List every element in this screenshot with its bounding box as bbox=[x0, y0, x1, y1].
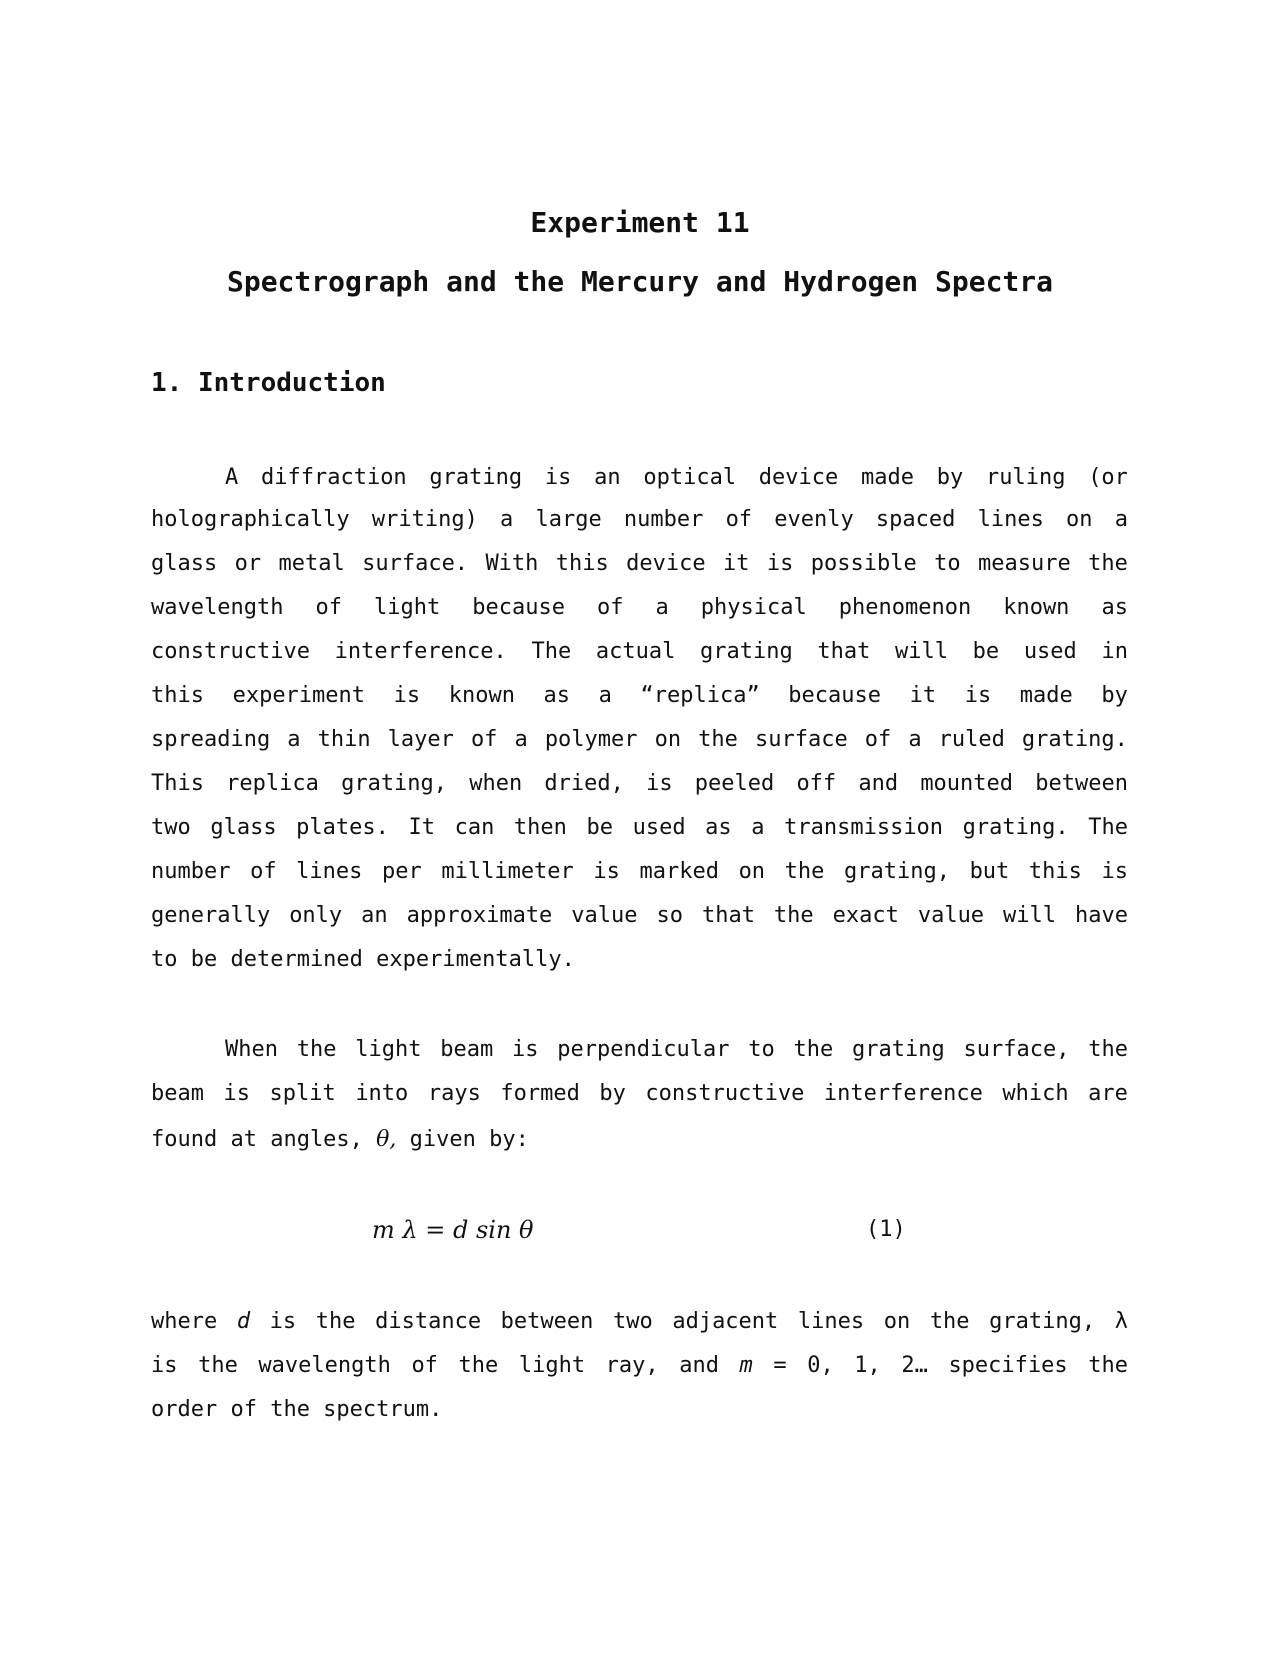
word: ray, bbox=[605, 1353, 659, 1378]
word: this bbox=[151, 683, 204, 708]
word: wavelength bbox=[151, 595, 284, 620]
variable-m: m bbox=[739, 1353, 753, 1378]
word: This bbox=[151, 771, 204, 796]
word: is bbox=[544, 465, 572, 490]
paragraph-line bbox=[151, 637, 1128, 667]
word: will bbox=[895, 639, 948, 664]
word: interference. bbox=[334, 639, 507, 664]
word: it bbox=[723, 551, 750, 576]
paragraph-line bbox=[151, 463, 1128, 493]
word: peeled bbox=[694, 771, 775, 796]
word: approximate bbox=[406, 903, 553, 928]
word: by bbox=[599, 1081, 626, 1106]
word: The bbox=[1088, 815, 1128, 840]
word: by bbox=[936, 465, 964, 490]
word: is bbox=[593, 859, 620, 884]
word: specifies bbox=[948, 1353, 1068, 1378]
word: a bbox=[514, 727, 528, 752]
word: distance bbox=[375, 1309, 482, 1334]
word: is bbox=[512, 1037, 539, 1062]
paragraph-line bbox=[151, 593, 1128, 623]
word: be bbox=[586, 815, 613, 840]
paragraph-line bbox=[151, 681, 1128, 711]
word: perpendicular bbox=[557, 1037, 730, 1062]
word: the bbox=[296, 1037, 337, 1062]
word: that bbox=[701, 903, 755, 928]
word: large bbox=[535, 507, 602, 532]
word: phenomenon bbox=[838, 595, 972, 620]
word: and bbox=[858, 771, 899, 796]
word: only bbox=[289, 903, 343, 928]
variable-d: d bbox=[236, 1309, 251, 1334]
word: polymer bbox=[544, 727, 638, 752]
word: constructive bbox=[645, 1081, 805, 1106]
word: two bbox=[612, 1309, 653, 1334]
word: is bbox=[964, 683, 992, 708]
word: of bbox=[411, 1353, 438, 1378]
word: When bbox=[225, 1037, 278, 1062]
word: = bbox=[773, 1353, 787, 1378]
word: an bbox=[361, 903, 388, 928]
word: have bbox=[1074, 903, 1128, 928]
word: made bbox=[1019, 683, 1073, 708]
word: 2… bbox=[901, 1353, 928, 1378]
word: the bbox=[929, 1309, 970, 1334]
word: The bbox=[531, 639, 572, 664]
section-heading-introduction: 1. Introduction bbox=[151, 368, 386, 398]
word: grating. bbox=[962, 815, 1069, 840]
word: grating bbox=[429, 465, 523, 490]
word: as bbox=[705, 815, 732, 840]
word: value bbox=[917, 903, 985, 928]
word: a bbox=[908, 727, 922, 752]
word: is bbox=[646, 771, 673, 796]
word: be bbox=[972, 639, 1000, 664]
word: to bbox=[934, 551, 961, 576]
word: physical bbox=[700, 595, 807, 620]
word: beam bbox=[440, 1037, 494, 1062]
word: that bbox=[817, 639, 871, 664]
word: optical bbox=[643, 465, 737, 490]
word: holographically bbox=[151, 507, 350, 532]
word: experiment bbox=[232, 683, 366, 708]
word: grating, bbox=[844, 859, 950, 884]
word: 0, bbox=[807, 1353, 834, 1378]
word: lines bbox=[797, 1309, 865, 1334]
word: the bbox=[784, 859, 825, 884]
word: of bbox=[596, 595, 624, 620]
word: then bbox=[513, 815, 567, 840]
word: formed bbox=[500, 1081, 580, 1106]
word: a bbox=[287, 727, 301, 752]
word: glass bbox=[151, 551, 218, 576]
paragraph-line bbox=[151, 549, 1128, 579]
paragraph-line bbox=[151, 1035, 1128, 1065]
word: light bbox=[355, 1037, 422, 1062]
word: generally bbox=[151, 903, 271, 928]
word: λ bbox=[1114, 1309, 1128, 1334]
word: off bbox=[796, 771, 837, 796]
word: is bbox=[1101, 859, 1128, 884]
word: adjacent bbox=[672, 1309, 779, 1334]
word: glass bbox=[210, 815, 277, 840]
word: light bbox=[518, 1353, 586, 1378]
word: 1, bbox=[854, 1353, 881, 1378]
equation-number: (1) bbox=[866, 1217, 906, 1242]
paragraph-line bbox=[151, 813, 1128, 843]
word: number bbox=[151, 859, 231, 884]
word: number bbox=[623, 507, 704, 532]
word: as bbox=[1101, 595, 1128, 620]
theta-symbol: θ, bbox=[376, 1127, 397, 1152]
equation-grating: m λ = d sin θ bbox=[372, 1216, 534, 1244]
word: because bbox=[788, 683, 882, 708]
word: and bbox=[679, 1353, 719, 1378]
paragraph-line bbox=[151, 1307, 1128, 1337]
word: this bbox=[1028, 859, 1082, 884]
word: a bbox=[500, 507, 514, 532]
word: into bbox=[355, 1081, 409, 1106]
word: which bbox=[1002, 1081, 1069, 1106]
word: ruling bbox=[985, 465, 1066, 490]
word: between bbox=[500, 1309, 594, 1334]
word: where bbox=[151, 1309, 218, 1334]
word: device bbox=[626, 551, 706, 576]
word: constructive bbox=[151, 639, 310, 664]
word: is bbox=[766, 551, 794, 576]
word: a bbox=[598, 683, 612, 708]
word: of bbox=[470, 727, 498, 752]
word: It bbox=[408, 815, 435, 840]
word: between bbox=[1035, 771, 1128, 796]
word: metal bbox=[278, 551, 345, 576]
word: light bbox=[373, 595, 441, 620]
word: will bbox=[1003, 903, 1057, 928]
word: on bbox=[883, 1309, 911, 1334]
word: the bbox=[1088, 1353, 1128, 1378]
paragraph-line bbox=[151, 769, 1128, 799]
word: measure bbox=[977, 551, 1071, 576]
word: marked bbox=[639, 859, 719, 884]
word: a bbox=[751, 815, 765, 840]
text-run: given by: bbox=[396, 1127, 529, 1152]
word: the bbox=[1088, 551, 1128, 576]
word: is bbox=[223, 1081, 251, 1106]
word: transmission bbox=[784, 815, 944, 840]
word: known bbox=[448, 683, 515, 708]
word: interference bbox=[823, 1081, 983, 1106]
word: on bbox=[654, 727, 682, 752]
word: surface. bbox=[362, 551, 469, 576]
word: known bbox=[1003, 595, 1070, 620]
word: millimeter bbox=[441, 859, 574, 884]
word: of bbox=[864, 727, 892, 752]
word: the bbox=[315, 1309, 356, 1334]
paragraph-line bbox=[151, 857, 1128, 887]
word: diffraction bbox=[260, 465, 407, 490]
paragraph-line: order of the spectrum. bbox=[151, 1397, 443, 1422]
paragraph-line bbox=[151, 1351, 1128, 1381]
word: ruled bbox=[938, 727, 1005, 752]
word: grating, bbox=[341, 771, 448, 796]
word: dried, bbox=[544, 771, 624, 796]
word: on bbox=[738, 859, 766, 884]
word: because bbox=[472, 595, 565, 620]
word: the bbox=[1088, 1037, 1128, 1062]
word: beam bbox=[151, 1081, 204, 1106]
word: grating bbox=[852, 1037, 945, 1062]
word: replica bbox=[226, 771, 319, 796]
word: surface bbox=[754, 727, 848, 752]
paragraph-line bbox=[151, 901, 1128, 931]
word: value bbox=[571, 903, 638, 928]
word: used bbox=[1023, 639, 1077, 664]
word: the bbox=[793, 1037, 834, 1062]
word: it bbox=[909, 683, 937, 708]
word: two bbox=[151, 815, 191, 840]
word: exact bbox=[832, 903, 899, 928]
word: grating, bbox=[989, 1309, 1096, 1334]
word: “replica” bbox=[640, 683, 760, 708]
word: an bbox=[594, 465, 621, 490]
paragraph-line bbox=[151, 1125, 1128, 1155]
word: surface, bbox=[963, 1037, 1070, 1062]
word: or bbox=[234, 551, 262, 576]
word: wavelength bbox=[258, 1353, 391, 1378]
word: rays bbox=[427, 1081, 481, 1106]
word: of bbox=[315, 595, 342, 620]
word: of bbox=[725, 507, 753, 532]
word: by bbox=[1101, 683, 1128, 708]
word: can bbox=[454, 815, 495, 840]
word: on bbox=[1066, 507, 1093, 532]
word: With bbox=[485, 551, 539, 576]
word: this bbox=[555, 551, 609, 576]
word: spaced bbox=[875, 507, 956, 532]
word: but bbox=[969, 859, 1010, 884]
word: thin bbox=[317, 727, 371, 752]
word: possible bbox=[810, 551, 917, 576]
word: spreading bbox=[151, 727, 271, 752]
word: a bbox=[655, 595, 669, 620]
word: used bbox=[632, 815, 686, 840]
word: the bbox=[698, 727, 738, 752]
word: (or bbox=[1088, 465, 1128, 490]
document-title: Experiment 11 bbox=[530, 206, 750, 239]
word: lines bbox=[977, 507, 1044, 532]
word: A bbox=[225, 465, 239, 490]
word: as bbox=[543, 683, 571, 708]
word: split bbox=[269, 1081, 336, 1106]
word: of bbox=[250, 859, 277, 884]
paragraph-line bbox=[151, 1079, 1128, 1109]
word: mounted bbox=[920, 771, 1014, 796]
paragraph-line bbox=[151, 725, 1128, 755]
word: is bbox=[393, 683, 421, 708]
word: device bbox=[758, 465, 839, 490]
paragraph-line: to be determined experimentally. bbox=[151, 947, 575, 972]
text-run: found at angles, bbox=[151, 1127, 377, 1152]
word: evenly bbox=[774, 507, 854, 532]
word: in bbox=[1101, 639, 1128, 664]
word: to bbox=[748, 1037, 775, 1062]
word: grating. bbox=[1021, 727, 1128, 752]
word: writing) bbox=[371, 507, 478, 532]
paragraph-line bbox=[151, 505, 1128, 535]
word: are bbox=[1088, 1081, 1128, 1106]
word: lines bbox=[296, 859, 363, 884]
word: per bbox=[382, 859, 422, 884]
word: the bbox=[198, 1353, 238, 1378]
word: plates. bbox=[296, 815, 389, 840]
word: grating bbox=[700, 639, 793, 664]
word: layer bbox=[387, 727, 454, 752]
document-subtitle: Spectrograph and the Mercury and Hydrogen Spectra bbox=[226, 265, 1053, 298]
word: is bbox=[151, 1353, 178, 1378]
word: is bbox=[269, 1309, 297, 1334]
word: the bbox=[458, 1353, 499, 1378]
word: the bbox=[773, 903, 814, 928]
word: so bbox=[656, 903, 683, 928]
word: a bbox=[1114, 507, 1128, 532]
word: made bbox=[861, 465, 914, 490]
word: when bbox=[469, 771, 523, 796]
word: actual bbox=[595, 639, 676, 664]
